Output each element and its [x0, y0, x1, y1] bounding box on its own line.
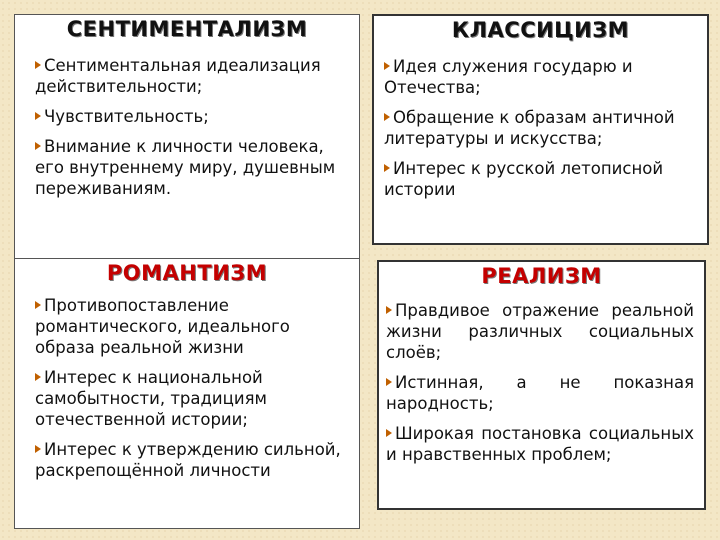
list-item: [386, 423, 694, 465]
arrow-bullet-icon: [384, 62, 390, 70]
list-item-text: Широкая постановка социальных и нравственных проблем;: [386, 424, 694, 464]
list-item-text: Обращение к образам античной литературы и искусства;: [384, 108, 675, 148]
realism-title: РЕАЛИЗМ: [481, 264, 602, 288]
list-item: [384, 107, 693, 149]
romanticism-box: [14, 258, 360, 529]
classicism-list: [374, 56, 707, 200]
arrow-bullet-icon: [386, 306, 392, 314]
arrow-bullet-icon: [35, 301, 41, 309]
arrow-bullet-icon: [384, 164, 390, 172]
list-item-text: Истинная, а не показная народность;: [386, 373, 694, 413]
arrow-bullet-icon: [384, 113, 390, 121]
list-item-text: Внимание к личности человека, его внутреннему миру, душевным переживаниям.: [35, 137, 336, 198]
classicism-box: [372, 14, 709, 245]
arrow-bullet-icon: [35, 445, 41, 453]
list-item-text: Идея служения государю и Отечества;: [384, 57, 633, 97]
realism-box: [377, 260, 706, 510]
list-item: [384, 56, 693, 98]
list-item-text: Чувствительность;: [44, 107, 209, 126]
arrow-bullet-icon: [386, 378, 392, 386]
list-item-text: Сентиментальная идеализация действительности;: [35, 56, 321, 96]
list-item-text: Интерес к утверждению сильной, раскрепощённой личности: [35, 440, 341, 480]
list-item: [35, 295, 345, 358]
arrow-bullet-icon: [35, 61, 41, 69]
romanticism-title: РОМАНТИЗМ: [106, 261, 268, 285]
list-item: [35, 136, 345, 199]
list-item: [35, 439, 345, 481]
sentimentalism-list: [15, 55, 359, 199]
list-item: [386, 372, 694, 414]
sentimentalism-box: [14, 14, 360, 260]
list-item: [35, 55, 345, 97]
list-item-text: Правдивое отражение реальной жизни различных социальных слоёв;: [386, 301, 694, 362]
list-item: [384, 158, 693, 200]
list-item-text: Интерес к национальной самобытности, традициям отечественной истории;: [35, 368, 267, 429]
arrow-bullet-icon: [35, 112, 41, 120]
arrow-bullet-icon: [35, 373, 41, 381]
list-item-text: Противопоставление романтического, идеального образа реальной жизни: [35, 296, 290, 357]
sentimentalism-title: СЕНТИМЕНТАЛИЗМ: [66, 17, 308, 41]
classicism-title: КЛАССИЦИЗМ: [451, 18, 630, 42]
list-item: [35, 367, 345, 430]
list-item: [35, 106, 345, 127]
arrow-bullet-icon: [35, 142, 41, 150]
romanticism-list: [15, 295, 359, 481]
realism-list: [379, 300, 704, 465]
arrow-bullet-icon: [386, 429, 392, 437]
list-item: [386, 300, 694, 363]
list-item-text: Интерес к русской летописной истории: [384, 159, 664, 199]
